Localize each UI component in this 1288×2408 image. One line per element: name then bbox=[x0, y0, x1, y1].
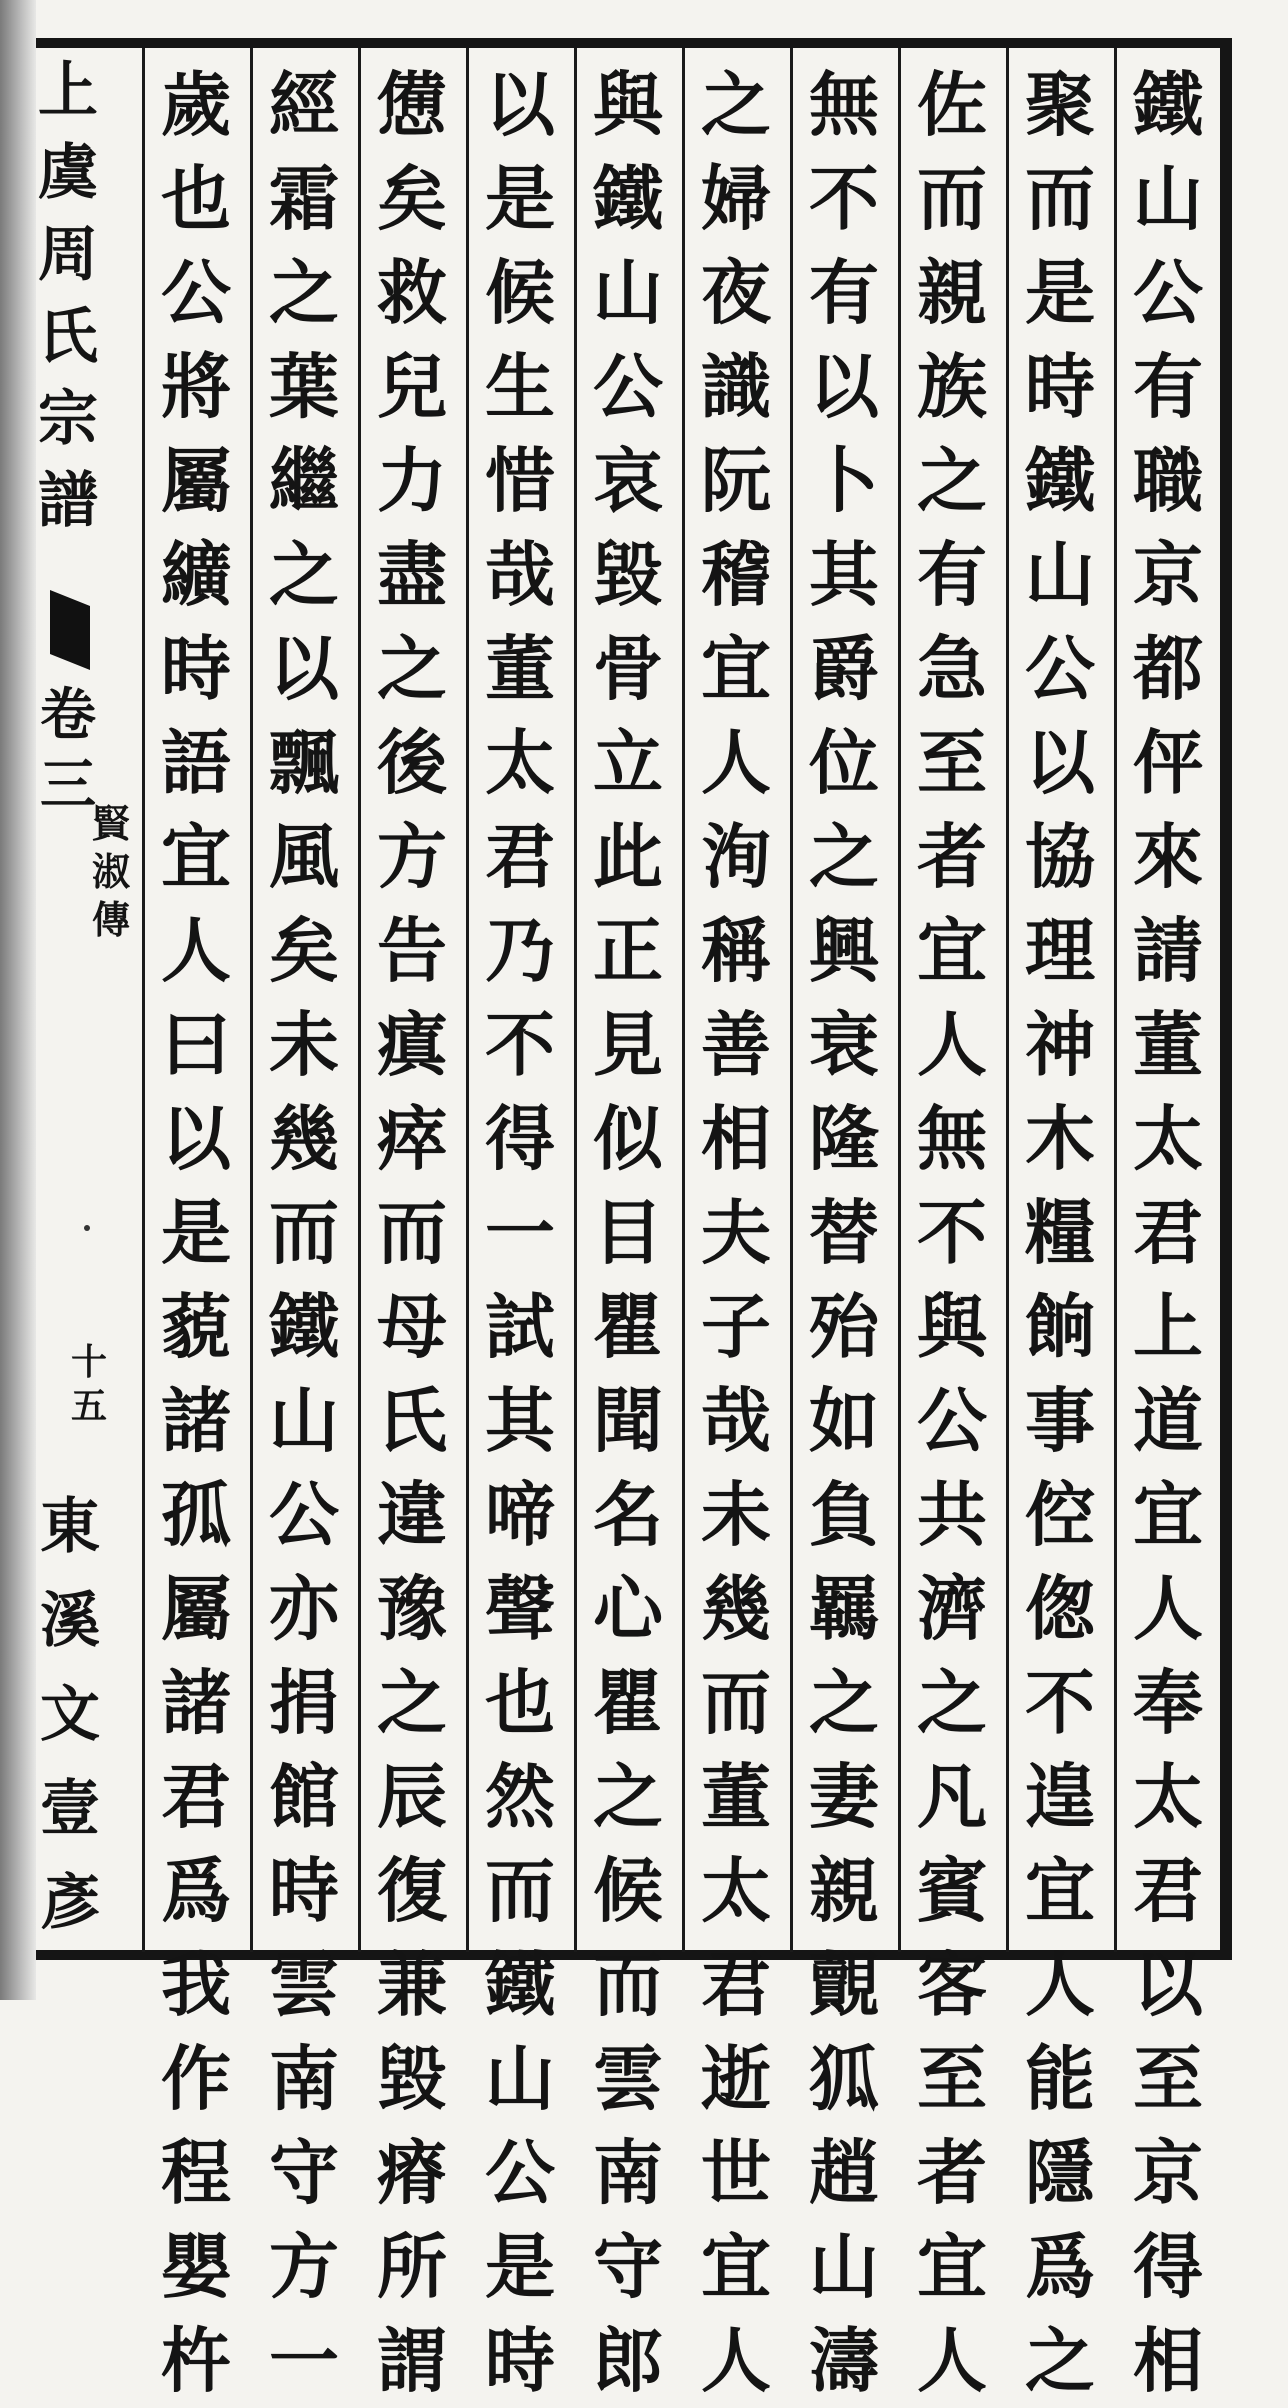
text-char: 復 bbox=[377, 1849, 447, 1932]
text-char: 也 bbox=[485, 1661, 555, 1744]
ink-dot bbox=[84, 1225, 90, 1231]
margin-volume-char: 三 bbox=[40, 752, 96, 818]
margin-hall-char: 東 bbox=[40, 1492, 100, 1562]
text-char: 屬 bbox=[161, 1567, 231, 1650]
column-rule bbox=[574, 48, 577, 1952]
text-char: 得 bbox=[1133, 2225, 1203, 2308]
text-char: 瘁 bbox=[377, 1097, 447, 1180]
text-char: 之 bbox=[593, 1755, 663, 1838]
text-column bbox=[254, 58, 354, 2402]
text-char: 倥 bbox=[1025, 1473, 1095, 1556]
column-rule bbox=[790, 48, 793, 1952]
text-char: 君 bbox=[701, 1943, 771, 2026]
text-char: 夫 bbox=[701, 1191, 771, 1274]
text-char: 矣 bbox=[269, 909, 339, 992]
text-char: 來 bbox=[1133, 815, 1203, 898]
text-column bbox=[686, 58, 786, 2402]
column-rule bbox=[466, 48, 469, 1952]
text-char: 相 bbox=[1133, 2319, 1203, 2402]
book-binding-edge bbox=[0, 0, 36, 2000]
margin-section bbox=[90, 800, 132, 944]
text-char: 是 bbox=[485, 2225, 555, 2308]
text-char: 偬 bbox=[1025, 1567, 1095, 1650]
text-char: 京 bbox=[1133, 533, 1203, 616]
text-char: 狐 bbox=[809, 2037, 879, 2120]
text-char: 木 bbox=[1025, 1097, 1095, 1180]
text-char: 之 bbox=[1025, 2319, 1095, 2402]
text-char: 趙 bbox=[809, 2131, 879, 2214]
text-char: 語 bbox=[161, 721, 231, 804]
text-char: 捐 bbox=[269, 1661, 339, 1744]
text-column bbox=[902, 58, 1002, 2402]
text-char: 爲 bbox=[1025, 2225, 1095, 2308]
text-char: 宜 bbox=[1025, 1849, 1095, 1932]
text-char: 救 bbox=[377, 251, 447, 334]
text-char: 得 bbox=[485, 1097, 555, 1180]
text-char: 董 bbox=[701, 1755, 771, 1838]
text-char: 公 bbox=[593, 345, 663, 428]
text-char: 辰 bbox=[377, 1755, 447, 1838]
text-char: 不 bbox=[1025, 1661, 1095, 1744]
text-char: 事 bbox=[1025, 1379, 1095, 1462]
text-char: 試 bbox=[485, 1285, 555, 1368]
text-char: 瘨 bbox=[377, 1003, 447, 1086]
text-column bbox=[578, 58, 678, 2402]
text-char: 有 bbox=[917, 533, 987, 616]
text-char: 將 bbox=[161, 345, 231, 428]
text-char: 兼 bbox=[377, 1943, 447, 2026]
column-rule bbox=[250, 48, 253, 1952]
text-char: 子 bbox=[701, 1285, 771, 1368]
text-char: 藐 bbox=[161, 1285, 231, 1368]
text-char: 之 bbox=[701, 63, 771, 146]
margin-section-char: 淑 bbox=[91, 849, 130, 894]
text-char: 鐵 bbox=[1025, 439, 1095, 522]
text-char: 哉 bbox=[701, 1379, 771, 1462]
margin-volume-char: 卷 bbox=[40, 682, 96, 748]
margin-hall-char: 溪 bbox=[40, 1586, 100, 1656]
text-char: 以 bbox=[809, 345, 879, 428]
text-char: 後 bbox=[377, 721, 447, 804]
text-char: 矣 bbox=[377, 157, 447, 240]
text-char: 伻 bbox=[1133, 721, 1203, 804]
text-column bbox=[1010, 58, 1110, 2402]
text-char: 鐵 bbox=[593, 157, 663, 240]
margin-section-char: 賢 bbox=[91, 801, 130, 846]
text-char: 餉 bbox=[1025, 1285, 1095, 1368]
text-char: 董 bbox=[1133, 1003, 1203, 1086]
text-char: 是 bbox=[485, 157, 555, 240]
text-char: 理 bbox=[1025, 909, 1095, 992]
text-char: 幾 bbox=[269, 1097, 339, 1180]
text-char: 未 bbox=[701, 1473, 771, 1556]
text-char: 山 bbox=[1133, 157, 1203, 240]
text-char: 風 bbox=[269, 815, 339, 898]
text-char: 霜 bbox=[269, 157, 339, 240]
margin-hall-char: 彥 bbox=[40, 1868, 100, 1938]
text-char: 宜 bbox=[917, 2225, 987, 2308]
text-char: 道 bbox=[1133, 1379, 1203, 1462]
text-char: 君 bbox=[1133, 1849, 1203, 1932]
margin-page-char: 十 bbox=[70, 1341, 107, 1383]
text-char: 葉 bbox=[269, 345, 339, 428]
text-char: 杵 bbox=[161, 2319, 231, 2402]
text-char: 人 bbox=[1133, 1567, 1203, 1650]
text-char: 時 bbox=[269, 1849, 339, 1932]
text-char: 守 bbox=[269, 2131, 339, 2214]
text-char: 飄 bbox=[269, 721, 339, 804]
text-char: 南 bbox=[269, 2037, 339, 2120]
column-rule bbox=[1114, 48, 1117, 1952]
text-char: 能 bbox=[1025, 2037, 1095, 2120]
text-char: 館 bbox=[269, 1755, 339, 1838]
text-column bbox=[794, 58, 894, 2402]
column-rule bbox=[142, 48, 145, 1952]
text-char: 隆 bbox=[809, 1097, 879, 1180]
column-rule bbox=[898, 48, 901, 1952]
text-char: 歲 bbox=[161, 63, 231, 146]
text-char: 無 bbox=[917, 1097, 987, 1180]
text-char: 以 bbox=[269, 627, 339, 710]
text-char: 幾 bbox=[701, 1567, 771, 1650]
text-char: 諸 bbox=[161, 1661, 231, 1744]
text-char: 似 bbox=[593, 1097, 663, 1180]
text-char: 毀 bbox=[593, 533, 663, 616]
text-char: 都 bbox=[1133, 627, 1203, 710]
text-char: 太 bbox=[701, 1849, 771, 1932]
margin-title-char: 周 bbox=[38, 220, 98, 290]
text-char: 所 bbox=[377, 2225, 447, 2308]
text-char: 瞿 bbox=[593, 1661, 663, 1744]
text-char: 君 bbox=[485, 815, 555, 898]
column-rule bbox=[1006, 48, 1009, 1952]
text-char: 不 bbox=[485, 1003, 555, 1086]
text-char: 不 bbox=[917, 1191, 987, 1274]
text-char: 之 bbox=[377, 1661, 447, 1744]
text-char: 名 bbox=[593, 1473, 663, 1556]
text-char: 君 bbox=[161, 1755, 231, 1838]
text-char: 孤 bbox=[161, 1473, 231, 1556]
text-char: 哀 bbox=[593, 439, 663, 522]
text-char: 山 bbox=[1025, 533, 1095, 616]
text-char: 諸 bbox=[161, 1379, 231, 1462]
text-char: 善 bbox=[701, 1003, 771, 1086]
text-char: 告 bbox=[377, 909, 447, 992]
text-char: 毀 bbox=[377, 2037, 447, 2120]
text-char: 方 bbox=[377, 815, 447, 898]
text-char: 而 bbox=[593, 1943, 663, 2026]
text-char: 而 bbox=[701, 1661, 771, 1744]
text-char: 立 bbox=[593, 721, 663, 804]
text-char: 京 bbox=[1133, 2131, 1203, 2214]
text-char: 妻 bbox=[809, 1755, 879, 1838]
text-char: 亦 bbox=[269, 1567, 339, 1650]
text-char: 以 bbox=[485, 63, 555, 146]
text-char: 君 bbox=[1133, 1191, 1203, 1274]
text-char: 候 bbox=[593, 1849, 663, 1932]
text-char: 濤 bbox=[809, 2319, 879, 2402]
text-char: 違 bbox=[377, 1473, 447, 1556]
text-char: 乃 bbox=[485, 909, 555, 992]
text-char: 公 bbox=[269, 1473, 339, 1556]
text-char: 屬 bbox=[161, 439, 231, 522]
text-char: 而 bbox=[485, 1849, 555, 1932]
text-char: 山 bbox=[485, 2037, 555, 2120]
text-char: 如 bbox=[809, 1379, 879, 1462]
text-char: 宜 bbox=[1133, 1473, 1203, 1556]
text-char: 佐 bbox=[917, 63, 987, 146]
text-char: 鐵 bbox=[269, 1285, 339, 1368]
text-char: 婦 bbox=[701, 157, 771, 240]
text-char: 族 bbox=[917, 345, 987, 428]
text-char: 以 bbox=[1025, 721, 1095, 804]
text-char: 其 bbox=[485, 1379, 555, 1462]
text-char: 公 bbox=[161, 251, 231, 334]
text-char: 鐵 bbox=[1133, 63, 1203, 146]
text-char: 世 bbox=[701, 2131, 771, 2214]
text-char: 之 bbox=[377, 627, 447, 710]
text-char: 至 bbox=[1133, 2037, 1203, 2120]
text-char: 有 bbox=[1133, 345, 1203, 428]
text-char: 然 bbox=[485, 1755, 555, 1838]
text-char: 覿 bbox=[809, 1943, 879, 2026]
text-char: 山 bbox=[809, 2225, 879, 2308]
text-char: 宜 bbox=[701, 627, 771, 710]
text-char: 其 bbox=[809, 533, 879, 616]
margin-title-char: 氏 bbox=[38, 302, 98, 372]
text-char: 識 bbox=[701, 345, 771, 428]
text-char: 時 bbox=[161, 627, 231, 710]
text-char: 人 bbox=[701, 721, 771, 804]
text-char: 董 bbox=[485, 627, 555, 710]
text-char: 負 bbox=[809, 1473, 879, 1556]
text-char: 也 bbox=[161, 157, 231, 240]
text-char: 山 bbox=[269, 1379, 339, 1462]
text-char: 位 bbox=[809, 721, 879, 804]
text-char: 公 bbox=[917, 1379, 987, 1462]
text-char: 糧 bbox=[1025, 1191, 1095, 1274]
text-char: 雲 bbox=[593, 2037, 663, 2120]
text-char: 人 bbox=[917, 2319, 987, 2402]
text-char: 聚 bbox=[1025, 63, 1095, 146]
text-char: 至 bbox=[917, 2037, 987, 2120]
text-char: 公 bbox=[1025, 627, 1095, 710]
text-char: 瞿 bbox=[593, 1285, 663, 1368]
text-char: 骨 bbox=[593, 627, 663, 710]
margin-title-char: 宗 bbox=[38, 384, 98, 454]
text-char: 生 bbox=[485, 345, 555, 428]
text-char: 此 bbox=[593, 815, 663, 898]
text-char: 客 bbox=[917, 1943, 987, 2026]
text-char: 無 bbox=[809, 63, 879, 146]
text-char: 作 bbox=[161, 2037, 231, 2120]
text-char: 正 bbox=[593, 909, 663, 992]
text-char: 逝 bbox=[701, 2037, 771, 2120]
text-char: 奉 bbox=[1133, 1661, 1203, 1744]
text-char: 稽 bbox=[701, 533, 771, 616]
text-char: 謂 bbox=[377, 2319, 447, 2402]
text-char: 衰 bbox=[809, 1003, 879, 1086]
text-char: 夜 bbox=[701, 251, 771, 334]
text-char: 守 bbox=[593, 2225, 663, 2308]
text-char: 而 bbox=[1025, 157, 1095, 240]
text-char: 替 bbox=[809, 1191, 879, 1274]
text-char: 公 bbox=[485, 2131, 555, 2214]
text-char: 神 bbox=[1025, 1003, 1095, 1086]
text-char: 而 bbox=[917, 157, 987, 240]
text-char: 聞 bbox=[593, 1379, 663, 1462]
text-char: 興 bbox=[809, 909, 879, 992]
margin-title-char: 譜 bbox=[38, 466, 98, 536]
text-char: 洵 bbox=[701, 815, 771, 898]
text-char: 宜 bbox=[917, 909, 987, 992]
margin-title bbox=[38, 50, 98, 542]
text-char: 公 bbox=[1133, 251, 1203, 334]
text-char: 郎 bbox=[593, 2319, 663, 2402]
margin-title-char: 上 bbox=[38, 56, 98, 126]
text-char: 是 bbox=[1025, 251, 1095, 334]
text-column bbox=[470, 58, 570, 2402]
text-char: 與 bbox=[593, 63, 663, 146]
text-char: 經 bbox=[269, 63, 339, 146]
text-char: 之 bbox=[269, 533, 339, 616]
text-char: 繼 bbox=[269, 439, 339, 522]
text-char: 協 bbox=[1025, 815, 1095, 898]
text-char: 嬰 bbox=[161, 2225, 231, 2308]
text-char: 共 bbox=[917, 1473, 987, 1556]
text-char: 南 bbox=[593, 2131, 663, 2214]
text-char: 遑 bbox=[1025, 1755, 1095, 1838]
text-char: 凡 bbox=[917, 1755, 987, 1838]
text-char: 濟 bbox=[917, 1567, 987, 1650]
text-char: 時 bbox=[1025, 345, 1095, 428]
text-char: 人 bbox=[701, 2319, 771, 2402]
text-char: 不 bbox=[809, 157, 879, 240]
text-char: 雲 bbox=[269, 1943, 339, 2026]
text-char: 者 bbox=[917, 2131, 987, 2214]
text-char: 殆 bbox=[809, 1285, 879, 1368]
text-char: 鐵 bbox=[485, 1943, 555, 2026]
text-char: 上 bbox=[1133, 1285, 1203, 1368]
text-char: 相 bbox=[701, 1097, 771, 1180]
margin-hall-name bbox=[40, 1480, 100, 1950]
text-char: 目 bbox=[593, 1191, 663, 1274]
text-char: 賓 bbox=[917, 1849, 987, 1932]
text-char: 之 bbox=[809, 1661, 879, 1744]
column-rule bbox=[682, 48, 685, 1952]
text-char: 人 bbox=[161, 909, 231, 992]
text-char: 時 bbox=[485, 2319, 555, 2402]
text-char: 哉 bbox=[485, 533, 555, 616]
text-char: 瘠 bbox=[377, 2131, 447, 2214]
text-char: 至 bbox=[917, 721, 987, 804]
text-char: 爵 bbox=[809, 627, 879, 710]
text-char: 羈 bbox=[809, 1567, 879, 1650]
text-char: 有 bbox=[809, 251, 879, 334]
text-char: 太 bbox=[1133, 1097, 1203, 1180]
text-char: 稱 bbox=[701, 909, 771, 992]
text-char: 一 bbox=[269, 2319, 339, 2402]
text-char: 未 bbox=[269, 1003, 339, 1086]
text-char: 職 bbox=[1133, 439, 1203, 522]
text-char: 親 bbox=[917, 251, 987, 334]
text-char: 程 bbox=[161, 2131, 231, 2214]
margin-hall-char: 壹 bbox=[40, 1774, 100, 1844]
margin-volume bbox=[40, 680, 96, 820]
text-char: 母 bbox=[377, 1285, 447, 1368]
text-char: 人 bbox=[917, 1003, 987, 1086]
text-char: 阮 bbox=[701, 439, 771, 522]
text-char: 曰 bbox=[161, 1003, 231, 1086]
text-char: 聲 bbox=[485, 1567, 555, 1650]
text-char: 與 bbox=[917, 1285, 987, 1368]
margin-section-char: 傳 bbox=[91, 897, 130, 942]
text-char: 而 bbox=[377, 1191, 447, 1274]
text-char: 之 bbox=[917, 439, 987, 522]
text-char: 以 bbox=[161, 1097, 231, 1180]
text-char: 以 bbox=[1133, 1943, 1203, 2026]
text-char: 心 bbox=[593, 1567, 663, 1650]
text-char: 兒 bbox=[377, 345, 447, 428]
column-rule bbox=[358, 48, 361, 1952]
text-char: 氏 bbox=[377, 1379, 447, 1462]
text-char: 盡 bbox=[377, 533, 447, 616]
margin-title-char: 虞 bbox=[38, 138, 98, 208]
text-char: 之 bbox=[917, 1661, 987, 1744]
text-char: 親 bbox=[809, 1849, 879, 1932]
text-char: 憊 bbox=[377, 63, 447, 146]
text-char: 爲 bbox=[161, 1849, 231, 1932]
text-char: 方 bbox=[269, 2225, 339, 2308]
text-column bbox=[146, 58, 246, 2402]
text-char: 人 bbox=[1025, 1943, 1095, 2026]
text-char: 宜 bbox=[701, 2225, 771, 2308]
text-char: 惜 bbox=[485, 439, 555, 522]
text-char: 者 bbox=[917, 815, 987, 898]
text-char: 豫 bbox=[377, 1567, 447, 1650]
text-char: 宜 bbox=[161, 815, 231, 898]
text-char: 請 bbox=[1133, 909, 1203, 992]
text-char: 一 bbox=[485, 1191, 555, 1274]
text-char: 之 bbox=[269, 251, 339, 334]
margin-page-char: 五 bbox=[70, 1385, 107, 1427]
text-char: 隱 bbox=[1025, 2131, 1095, 2214]
text-char: 是 bbox=[161, 1191, 231, 1274]
text-char: 候 bbox=[485, 251, 555, 334]
text-char: 太 bbox=[1133, 1755, 1203, 1838]
text-char: 太 bbox=[485, 721, 555, 804]
text-char: 而 bbox=[269, 1191, 339, 1274]
text-char: 急 bbox=[917, 627, 987, 710]
text-char: 卜 bbox=[809, 439, 879, 522]
text-char: 見 bbox=[593, 1003, 663, 1086]
text-column bbox=[1118, 58, 1218, 2402]
margin-page-number bbox=[68, 1340, 110, 1428]
text-char: 纊 bbox=[161, 533, 231, 616]
text-char: 山 bbox=[593, 251, 663, 334]
text-column bbox=[362, 58, 462, 2402]
margin-hall-char: 文 bbox=[40, 1680, 100, 1750]
text-char: 力 bbox=[377, 439, 447, 522]
text-char: 啼 bbox=[485, 1473, 555, 1556]
text-char: 之 bbox=[809, 815, 879, 898]
text-char: 我 bbox=[161, 1943, 231, 2026]
